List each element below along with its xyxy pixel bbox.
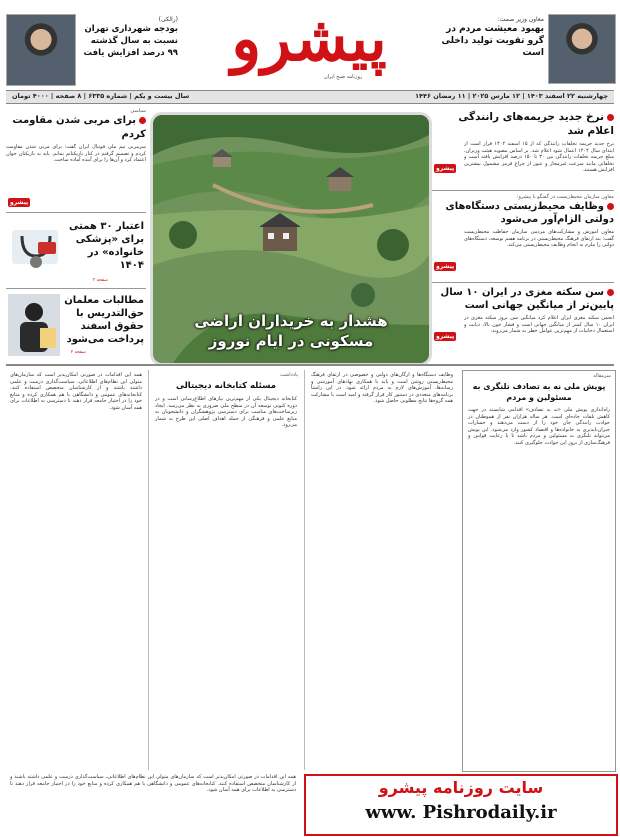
right-story-3-body: انجمن سکته مغزی ایران اعلام کرد میانگین سن بروز سکته مغزی در ایران ۱۰ سال کمتر از میانگین جهانی است و فشار خون بالا، دیابت و استعمال دخانیات از مهم‌ترین عوامل خطر به شمار می‌روند. <box>464 315 614 335</box>
ad-title: سایت روزنامه پیشرو <box>378 778 544 797</box>
bottom-col-3-headline: مسئله کتابخانه دیجیتالی <box>176 381 276 391</box>
left-story-1-body: سرمربی تیم ملی فوتبال ایران گفت: برای مربی شدن مقاومت کردم و تصمیم گرفتم در کنار بازیکنانم بمانم. باید به بازیکنان جوان اعتماد کرد و آن‌ها را برای آینده آماده ساخت. <box>6 144 146 164</box>
top-left-kicker: (رالکی) <box>158 16 178 23</box>
right-story-2-headline: وظایف محیط‌زیستی دستگاه‌های دولتی الزام‌آور می‌شود <box>445 201 614 225</box>
right-story-3 <box>432 286 614 349</box>
bottom-col-3 <box>150 370 302 770</box>
top-right-headline: بهبود معیشت مردم در گرو تقویت تولید داخلی است <box>441 24 544 58</box>
left-column <box>6 106 146 360</box>
bottom-col-1 <box>462 370 616 772</box>
paper-badge: پیشرو <box>436 263 455 270</box>
bottom-col-2-body: وظایف دستگاه‌ها و ارگان‌های دولتی و خصوصی در ارتقای فرهنگ محیط‌زیستی روشن است و باید با همکاری نهادهای آموزشی و رسانه‌ها، آموزش‌های لازم به مردم ارائه شود. در این راستا برنامه‌های متعددی در دستور کار قرار گرفته و امید است با مشارکت همه گروه‌ها نتایج مطلوبی حاصل شود. <box>311 372 453 405</box>
website-ad-banner[interactable] <box>304 774 618 836</box>
stethoscope-icon <box>8 222 64 278</box>
bottom-col-4 <box>6 370 146 770</box>
teacher-photo <box>8 294 60 356</box>
paper-badge: پیشرو <box>436 165 455 172</box>
paper-badge: پیشرو <box>10 199 29 206</box>
right-story-1-body: نرخ جدید جریمه تخلفات رانندگی که از ۱۵ اسفند ۱۴۰۲ قرار است از ابتدای سال ۱۴۰۴ اعمال شود اعلام شد. بر اساس مصوبه هیئت وزیران، مبلغ جریمه تخلفات رانندگی بین ۳۰ تا ۱۵۰ درصد افزایش یافته است و تخلفاتی مانند سرعت غیرمجاز و عبور از چراغ قرمز مشمول بیشترین افزایش هستند. <box>464 141 614 174</box>
date-line: چهارشنبه ۲۲ اسفند ۱۴۰۳ | ۱۲ مارس ۲۰۲۵ | ۱۱ رمضان ۱۴۴۶ <box>415 92 608 100</box>
top-left-photo <box>6 14 76 86</box>
left-story-2 <box>6 216 146 286</box>
left-story-1 <box>6 108 146 208</box>
bottom-col-1-body: راه‌اندازی پویش ملی «نه به تصادف» اقدامی شایسته در جهت کاهش تلفات جاده‌ای است. هر ساله هزاران نفر از هموطنان در حوادث رانندگی جان خود را از دست می‌دهند و خسارات جبران‌ناپذیری به خانواده‌ها و اقتصاد کشور وارد می‌شود. این پویش می‌تواند تلنگری به مسئولین و مردم باشد تا با رعایت قوانین و فرهنگ‌سازی از بروز این حوادث جلوگیری کنند. <box>468 407 610 446</box>
bottom-col-3-body: کتابخانه دیجیتال یکی از مهم‌ترین نیازهای اطلاع‌رسانی است و در دوره کنونی توسعه آن در سطح ملی ضروری به نظر می‌رسد. ایجاد زیرساخت‌های مناسب برای دسترسی پژوهشگران و دانشجویان به منابع علمی و فرهنگی از جمله اهداف اصلی این طرح به شمار می‌رود. <box>155 396 297 429</box>
issue-line: سال بیست و یکم | شماره ۶۳۳۵ | ۸ صفحه | ۴۰۰۰ تومان <box>12 92 190 100</box>
left-story-2-headline: اعتبار ۳۰ همتی برای «پزشکی خانواده» در ۱۴۰۴ <box>69 221 144 271</box>
logo-text: پیشرو <box>231 2 387 75</box>
right-story-1-headline: نرخ جدید جریمه‌های رانندگی اعلام شد <box>458 111 614 137</box>
center-photo-frame <box>150 112 432 366</box>
left-story-2-ref: صفحه ۳ <box>92 278 108 283</box>
right-column <box>432 106 614 360</box>
top-right-photo <box>548 14 616 84</box>
left-story-3 <box>6 292 146 360</box>
bottom-col-2 <box>306 370 458 770</box>
date-bar <box>6 90 614 104</box>
bullet-icon <box>607 289 614 296</box>
bottom-left-strip <box>6 774 300 832</box>
center-headline: هشدار به خریداران اراضی مسکونی در ایام نوروز <box>194 312 388 350</box>
left-story-1-headline: برای مربی شدن مقاومت کردم <box>12 115 146 140</box>
bullet-icon <box>139 117 146 124</box>
right-story-1 <box>432 110 614 179</box>
left-story-1-kicker: سیاسی <box>130 108 146 114</box>
right-story-2 <box>432 194 614 270</box>
bullet-icon <box>607 203 614 210</box>
bottom-col-1-kicker: سرمقاله <box>593 373 611 379</box>
top-left-story <box>78 16 178 59</box>
left-story-3-headline: مطالبات معلمان حق‌التدریس با حقوق اسفند پرداخت می‌شود <box>64 295 144 345</box>
top-left-headline: بودجه شهرداری تهران نسبت به سال گذشته ۹۹ درصد افزایش یافت <box>83 24 178 58</box>
logo-subtitle: روزنامه صبح ایران <box>324 74 363 80</box>
top-right-story <box>440 16 544 59</box>
bullet-icon <box>607 114 614 121</box>
left-story-3-ref: صفحه ۲ <box>70 350 86 355</box>
bottom-col-4-continued: همه این اقدامات در صورتی امکان‌پذیر است که سازمان‌های متولی این نظام‌های اطلاعاتی، سیاست‌گذاری درست و علمی داشته باشند و از کارشناسان متخصص استفاده کنند. کتابخانه‌های عمومی و دانشگاهی با هم همکاری کرده و منابع خود را در اختیار جامعه قرار دهند تا دسترسی به اطلاعات برای همه آسان شود. <box>10 774 296 794</box>
right-story-2-body: معاون آموزش و مشارکت‌های مردمی سازمان حفاظت محیط‌زیست گفت: بند ارتقای فرهنگ محیط‌زیستی در برنامه هفتم توسعه، دستگاه‌های دولتی را ملزم به انجام وظایف محیط‌زیستی می‌کند. <box>464 229 614 249</box>
paper-badge: پیشرو <box>436 333 455 340</box>
right-story-2-kicker: معاون سازمان محیط‌زیست در گفتگو با پیشرو: <box>516 194 614 200</box>
masthead-logo <box>214 2 404 88</box>
bottom-col-4-body: همه این اقدامات در صورتی امکان‌پذیر است که سازمان‌های متولی این نظام‌های اطلاعاتی، سیاست‌گذاری درست و علمی داشته باشند و از کارشناسان متخصص استفاده کنند. کتابخانه‌های عمومی و دانشگاهی با هم همکاری کرده و منابع خود را در اختیار جامعه قرار دهند تا دسترسی به اطلاعات برای همه آسان شود. <box>10 372 142 411</box>
right-story-3-headline: سن سکته مغزی در ایران ۱۰ سال پایین‌تر از میانگین جهانی است <box>440 287 614 311</box>
bottom-col-3-kicker: یادداشت <box>280 372 298 378</box>
ad-url[interactable]: www. Pishrodaily.ir <box>365 802 557 823</box>
bottom-col-1-headline: پویش ملی نه به تصادف تلنگری به مسئولین و مردم <box>472 382 606 402</box>
top-right-kicker: معاون وزیر صمت: <box>497 16 544 23</box>
